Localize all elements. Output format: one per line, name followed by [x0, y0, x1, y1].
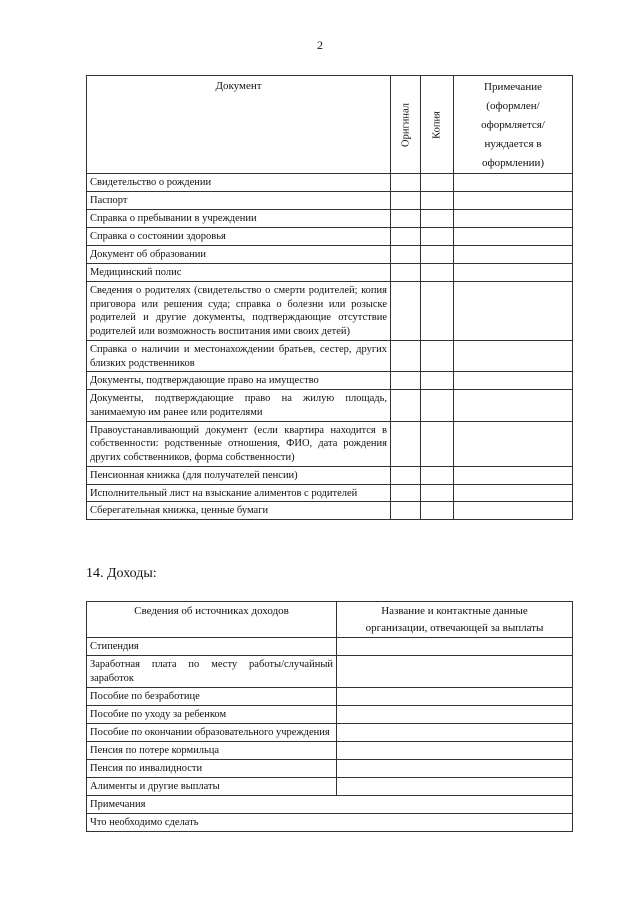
copy-cell[interactable]: [421, 390, 454, 421]
copy-cell[interactable]: [421, 372, 454, 390]
note-cell[interactable]: [454, 174, 573, 192]
row-label: Свидетельство о рождении: [87, 174, 391, 192]
header-copy: Копия: [421, 76, 454, 174]
table-row: [87, 638, 573, 656]
original-cell[interactable]: [391, 372, 421, 390]
table-row: [87, 484, 573, 502]
row-label: Исполнительный лист на взыскание алиментов с родителей: [87, 484, 391, 502]
note-cell[interactable]: [454, 372, 573, 390]
income-label: Пенсия по инвалидности: [87, 760, 337, 778]
original-cell[interactable]: [391, 340, 421, 371]
original-cell[interactable]: [391, 210, 421, 228]
income-section-title: 14. Доходы:: [86, 566, 157, 581]
income-header-row: [87, 602, 573, 638]
table-row: [87, 724, 573, 742]
table-row: [87, 760, 573, 778]
copy-cell[interactable]: [421, 484, 454, 502]
copy-cell[interactable]: [421, 210, 454, 228]
income-label: Стипендия: [87, 638, 337, 656]
table-row: [87, 778, 573, 796]
organization-cell[interactable]: [337, 638, 573, 656]
income-label: Пособие по окончании образовательного учреждения: [87, 724, 337, 742]
income-table: [86, 601, 573, 832]
todo-cell[interactable]: Что необходимо сделать: [87, 814, 573, 832]
table-row: [87, 264, 573, 282]
table-row: [87, 688, 573, 706]
header-original: Оригинал: [391, 76, 421, 174]
documents-table: [86, 75, 573, 520]
table-row: [87, 174, 573, 192]
original-cell[interactable]: [391, 192, 421, 210]
table-row: [87, 502, 573, 520]
note-cell[interactable]: [454, 502, 573, 520]
note-cell[interactable]: [454, 246, 573, 264]
documents-header-row: [87, 76, 573, 174]
original-cell[interactable]: [391, 228, 421, 246]
note-cell[interactable]: [454, 192, 573, 210]
original-cell[interactable]: [391, 484, 421, 502]
note-cell[interactable]: [454, 210, 573, 228]
table-row: [87, 742, 573, 760]
original-cell[interactable]: [391, 174, 421, 192]
row-label: Сберегательная книжка, ценные бумаги: [87, 502, 391, 520]
note-cell[interactable]: [454, 421, 573, 466]
income-label: Пенсия по потере кормильца: [87, 742, 337, 760]
row-label: Справка о наличии и местонахождении братьев, сестер, других близких родственников: [87, 340, 391, 371]
row-label: Медицинский полис: [87, 264, 391, 282]
header-note: Примечание (оформлен/ оформляется/ нуждается в оформлении): [454, 76, 573, 174]
row-label: Сведения о родителях (свидетельство о смерти родителей; копия приговора или решения суда; справка о болезни или розыске родителей и другие документы, подтверждающие отсутствие родителей или возможность воспитания ими своих детей): [87, 282, 391, 341]
original-cell[interactable]: [391, 390, 421, 421]
original-cell[interactable]: [391, 264, 421, 282]
row-label: Документы, подтверждающие право на имущество: [87, 372, 391, 390]
note-cell[interactable]: [454, 484, 573, 502]
original-cell[interactable]: [391, 502, 421, 520]
copy-cell[interactable]: [421, 192, 454, 210]
row-label: Справка о пребывании в учреждении: [87, 210, 391, 228]
table-row: [87, 706, 573, 724]
table-row: [87, 282, 573, 341]
table-row: [87, 656, 573, 688]
copy-cell[interactable]: [421, 421, 454, 466]
table-row: [87, 421, 573, 466]
table-row: [87, 228, 573, 246]
organization-cell[interactable]: [337, 656, 573, 688]
copy-cell[interactable]: [421, 282, 454, 341]
original-cell[interactable]: [391, 421, 421, 466]
copy-cell[interactable]: [421, 466, 454, 484]
income-label: Заработная плата по месту работы/случайный заработок: [87, 656, 337, 688]
copy-cell[interactable]: [421, 174, 454, 192]
organization-cell[interactable]: [337, 724, 573, 742]
organization-cell[interactable]: [337, 688, 573, 706]
income-label: Алименты и другие выплаты: [87, 778, 337, 796]
note-cell[interactable]: [454, 282, 573, 341]
organization-cell[interactable]: [337, 706, 573, 724]
row-label: Справка о состоянии здоровья: [87, 228, 391, 246]
note-cell[interactable]: [454, 340, 573, 371]
table-row: [87, 390, 573, 421]
header-organization: Название и контактные данные организации, отвечающей за выплаты: [337, 602, 573, 638]
organization-cell[interactable]: [337, 760, 573, 778]
table-row: [87, 372, 573, 390]
row-label: Паспорт: [87, 192, 391, 210]
row-label: Пенсионная книжка (для получателей пенсии): [87, 466, 391, 484]
todo-row: [87, 814, 573, 832]
copy-cell[interactable]: [421, 228, 454, 246]
table-row: [87, 246, 573, 264]
row-label: Документ об образовании: [87, 246, 391, 264]
copy-cell[interactable]: [421, 264, 454, 282]
notes-cell[interactable]: Примечания: [87, 796, 573, 814]
notes-row: [87, 796, 573, 814]
table-row: [87, 192, 573, 210]
note-cell[interactable]: [454, 466, 573, 484]
row-label: Правоустанавливающий документ (если квартира находится в собственности: родственные отношения, ФИО, дата рождения других собственников, форма собственности): [87, 421, 391, 466]
original-cell[interactable]: [391, 282, 421, 341]
copy-cell[interactable]: [421, 246, 454, 264]
copy-cell[interactable]: [421, 502, 454, 520]
table-row: [87, 466, 573, 484]
note-cell[interactable]: [454, 264, 573, 282]
note-cell[interactable]: [454, 228, 573, 246]
income-label: Пособие по безработице: [87, 688, 337, 706]
row-label: Документы, подтверждающие право на жилую площадь, занимаемую им ранее или родителями: [87, 390, 391, 421]
header-income-source: Сведения об источниках доходов: [87, 602, 337, 638]
page-number: 2: [317, 38, 323, 52]
organization-cell[interactable]: [337, 742, 573, 760]
original-cell[interactable]: [391, 246, 421, 264]
organization-cell[interactable]: [337, 778, 573, 796]
header-document: Документ: [87, 76, 391, 174]
original-cell[interactable]: [391, 466, 421, 484]
note-cell[interactable]: [454, 390, 573, 421]
income-label: Пособие по уходу за ребенком: [87, 706, 337, 724]
copy-cell[interactable]: [421, 340, 454, 371]
table-row: [87, 340, 573, 371]
table-row: [87, 210, 573, 228]
